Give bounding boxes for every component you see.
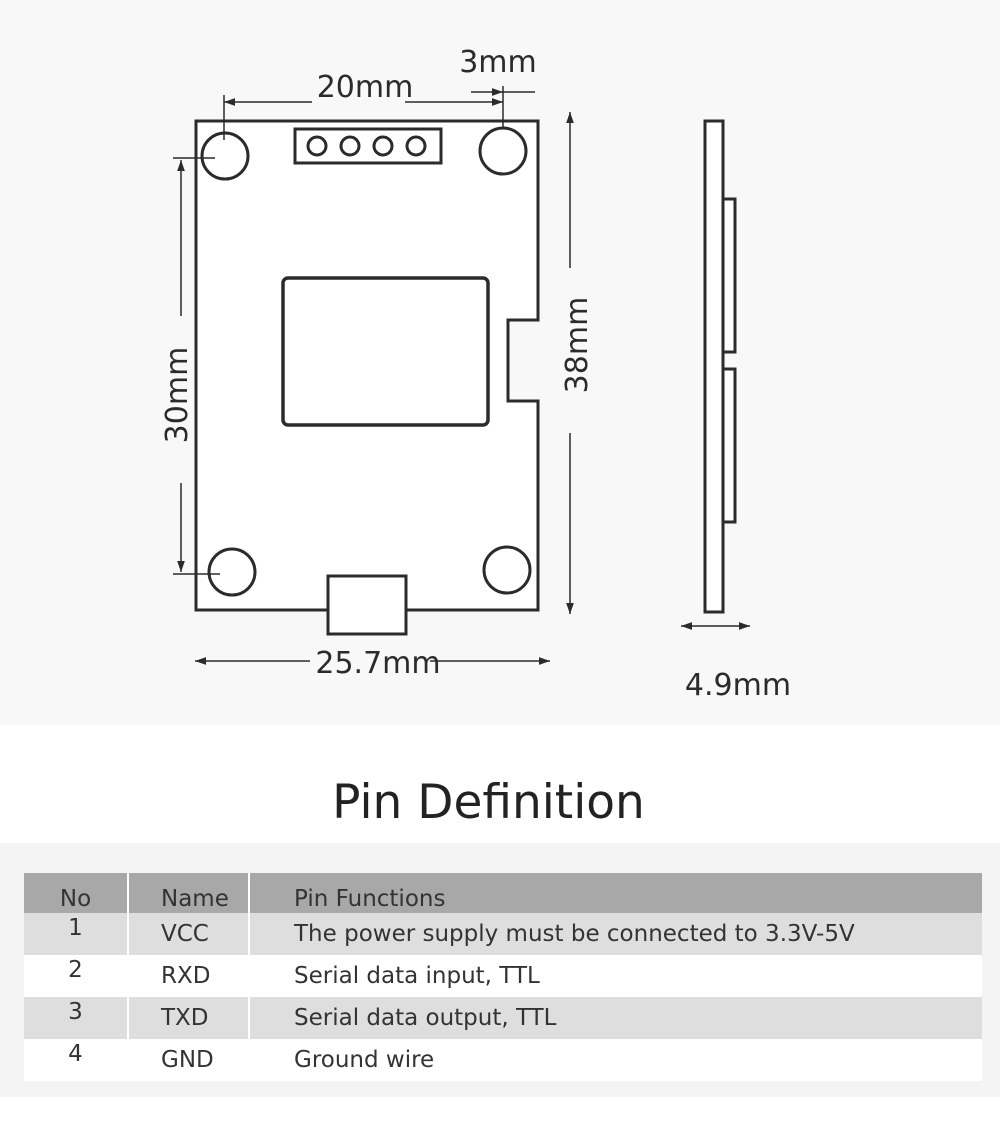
table-row	[24, 955, 982, 997]
table-row	[24, 913, 982, 955]
bottom-connector	[328, 576, 406, 634]
mounting-hole-top-left	[202, 133, 248, 179]
dimension-top-width-label: 20mm	[316, 70, 414, 105]
row-function: Serial data input, TTL	[249, 955, 982, 997]
header-pin	[308, 137, 326, 155]
row-function: The power supply must be connected to 3.3V-5V	[249, 913, 982, 955]
row-no: 4	[24, 1039, 128, 1081]
row-no: 2	[24, 955, 128, 997]
dimension-hole-pitch-label: 30mm	[160, 346, 195, 444]
row-name-label: RXD	[161, 963, 211, 989]
dimension-total-height-label: 38mm	[560, 296, 595, 394]
dimension-hole-offset-label: 3mm	[459, 45, 537, 80]
board-side-view	[705, 121, 735, 612]
table-row	[24, 997, 982, 1039]
mounting-hole-bottom-left	[209, 549, 255, 595]
side-board	[705, 121, 723, 612]
row-no: 1	[24, 913, 128, 955]
row-name	[128, 913, 249, 955]
row-name-label: VCC	[161, 921, 209, 947]
header-name-label: Name	[161, 886, 229, 912]
side-component-lower	[723, 369, 735, 522]
mounting-hole-top-right	[480, 128, 526, 174]
header-functions: Pin Functions	[249, 873, 982, 913]
dimension-total-width-label: 25.7mm	[315, 646, 441, 681]
header-pin	[407, 137, 425, 155]
pin-definition-table	[24, 873, 982, 1081]
header-pin	[341, 137, 359, 155]
header-no: No	[24, 873, 128, 913]
row-name	[128, 955, 249, 997]
row-name-label: TXD	[161, 1005, 209, 1031]
sensor-chip	[283, 278, 488, 425]
header-pin	[374, 137, 392, 155]
row-function: Ground wire	[249, 1039, 982, 1081]
mounting-hole-bottom-right	[484, 547, 530, 593]
side-component-upper	[723, 199, 735, 352]
row-name-label: GND	[161, 1047, 214, 1073]
page-title: Pin Definition	[332, 775, 645, 830]
row-function: Serial data output, TTL	[249, 997, 982, 1039]
row-no: 3	[24, 997, 128, 1039]
board-front-view	[196, 121, 538, 634]
table-header-row	[24, 873, 982, 913]
row-name	[128, 1039, 249, 1081]
header-name	[128, 873, 249, 913]
dimension-thickness-label: 4.9mm	[684, 668, 792, 703]
table-row	[24, 1039, 982, 1081]
row-name	[128, 997, 249, 1039]
